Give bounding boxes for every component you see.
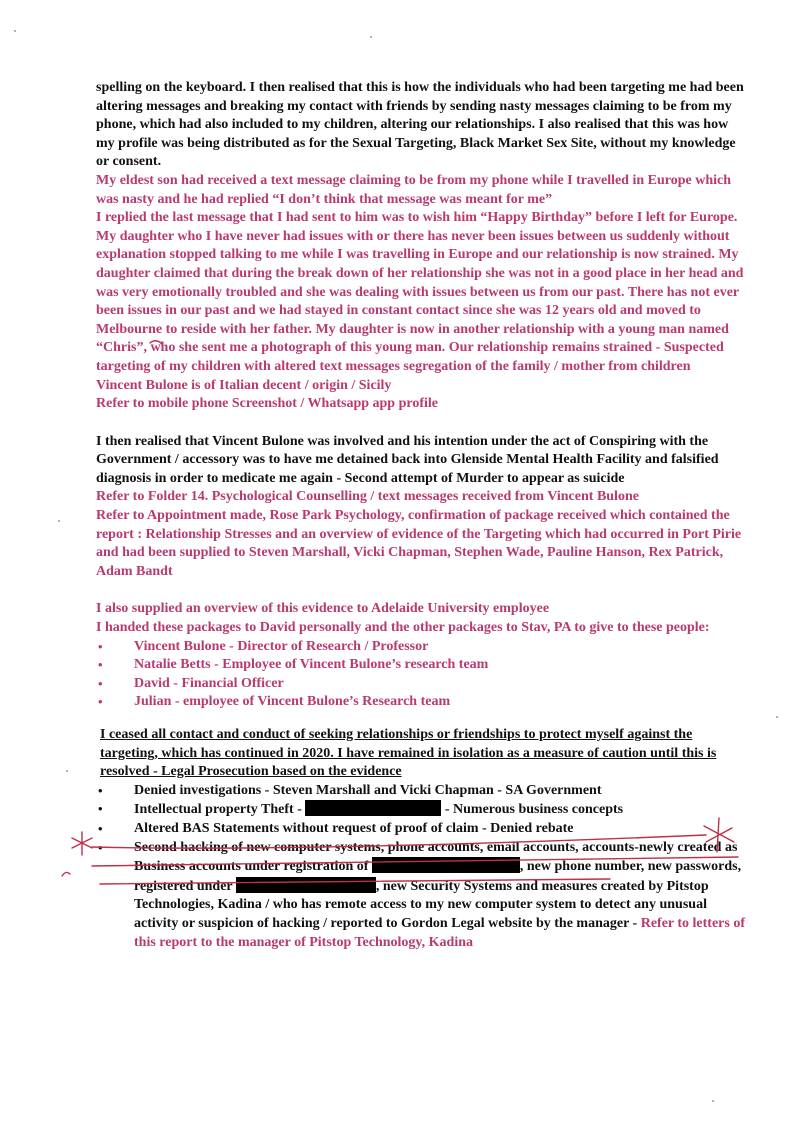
pink-note-son: My eldest son had received a text message claiming to be from my phone while I travelled in Europe which was nasty and he had replied “I don’t think that message was meant for me” xyxy=(96,172,732,207)
pink-ref-folder: Refer to Folder 14. Psychological Counselling / text messages received from Vincent Bulone xyxy=(96,489,639,505)
underline-mark xyxy=(92,857,738,866)
paragraph-bulone: I then realised that Vincent Bulone was involved and his intention under the act of Conspiring with the Government / accessory was to have me detained back into Glenside Mental Health Facility and falsified diagnosis in order to medicate me again - Second attempt of Murder to appear as suicide xyxy=(96,433,719,486)
pink-note-reply: I replied the last message that I had sent to him was to wish him “Happy Birthday” before I left for Europe. xyxy=(96,210,738,226)
list-item: • David - Financial Officer xyxy=(96,675,746,694)
pink-supplied: I also supplied an overview of this evidence to Adelaide University employee xyxy=(96,601,550,617)
pink-ref-pitstop: Refer to letters of this report to the manager of Pitstop Technology, Kadina xyxy=(134,915,746,950)
pink-note-daughter: My daughter who I have never had issues with or there has never been issues between us suddenly without explanation stopped talking to me while I was travelling in Europe and our relationship is now strained. My daughter claimed that during the break down of her relationship she was not in a good place in her head and was very emotionally troubled and she was dealing with issues between us from our past. There has not ever been issues in our past and we had stayed in constant contact since she was 12 years old and moved to Melbourne to reside with her father. My daughter is now in another relationship with a young man named “Chris”, who she sent me a photograph of this young man. Our relationship remains strained - Suspected targeting of my children with altered text messages segregation of the family / mother from children xyxy=(96,228,744,374)
item-text: , new phone number, new passwords, registered under xyxy=(134,859,742,894)
pink-note-origin: Vincent Bulone is of Italian decent / origin / Sicily xyxy=(96,377,392,393)
list-item: • Vincent Bulone - Director of Research / Professor xyxy=(96,638,746,657)
pink-note-screenshot: Refer to mobile phone Screenshot / Whatsapp app profile xyxy=(96,396,438,412)
underline-mark xyxy=(92,835,706,848)
item-text: - Numerous business concepts xyxy=(444,802,624,818)
pink-ref-appointment: Refer to Appointment made, Rose Park Psychology, confirmation of package received which contained the report : Relationship Stresses and an overview of evidence of the Targeting which had occurred in Port Pirie and had been supplied to Steven Marshall, Vicki Chapman, Stephen Wade, Pauline Hanson, Rex Patrick, Adam Bandt xyxy=(96,508,742,579)
list-item: • Natalie Betts - Employee of Vincent Bulone’s research team xyxy=(96,656,746,675)
asterisk-mark-left xyxy=(72,832,92,855)
item-text: , new Security Systems and measures created by Pitstop Technologies, Kadina / who has remote access to my new computer system to detect any unusual activity or suspicion of hacking / reported to Gordon Legal website by the manager - xyxy=(134,878,709,931)
list-item: • Denied investigations - Steven Marshall and Vicki Chapman - SA Government xyxy=(96,782,746,801)
paragraph-keyboard: spelling on the keyboard. I then realised that this is how the individuals who had been targeting me had been altering messages and breaking my contact with friends by sending nasty messages claiming to be from my phone, which had also included to my children, altering our relationships. I also realised that this was how my profile was being distributed as for the Sexual Targeting, Black Market Sex Site, without my knowledge or consent. xyxy=(96,80,744,170)
pink-handed: I handed these packages to David personally and the other packages to Stav, PA to give to these people: xyxy=(96,620,710,636)
list-item: • Altered BAS Statements without request of proof of claim - Denied rebate xyxy=(96,820,746,839)
asterisk-mark-right xyxy=(704,818,734,852)
paragraph-ceased: I ceased all contact and conduct of seeking relationships or friendships to protect myself against the targeting, which has continued in 2020. I have remained in isolation as a measure of caution until this is resolved - Legal Prosecution based on the evidence xyxy=(100,727,717,780)
list-item: • Julian - employee of Vincent Bulone’s Research team xyxy=(96,693,746,712)
item-text: Intellectual property Theft - xyxy=(134,802,302,818)
pen-mark xyxy=(150,341,162,344)
underline-mark xyxy=(100,879,610,884)
item-text: Second hacking of new computer systems, phone accounts, email accounts, accounts-newly created as Business accounts under registration of xyxy=(134,839,738,875)
pen-mark xyxy=(62,872,70,876)
